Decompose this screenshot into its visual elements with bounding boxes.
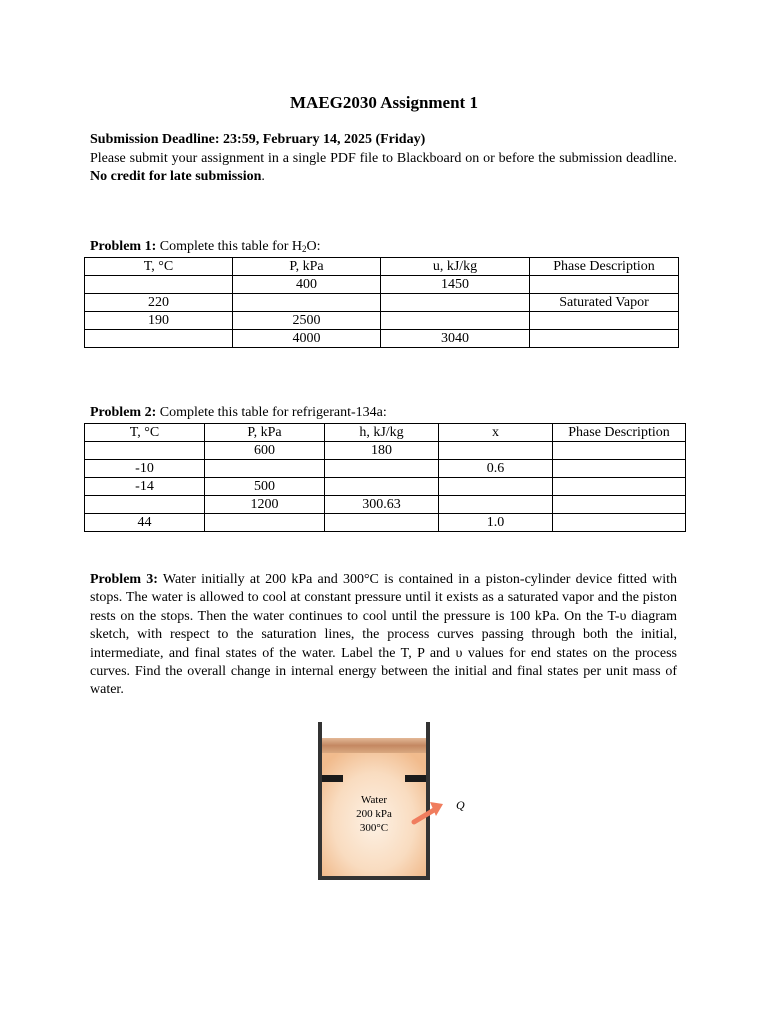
- pressure-label: 200 kPa: [356, 808, 392, 820]
- table-cell: 600: [205, 442, 325, 460]
- table-row: [85, 442, 686, 460]
- instructions-text: Please submit your assignment in a single PDF file to Blackboard on or before the submission deadline.: [90, 151, 677, 166]
- table-cell: [553, 460, 686, 478]
- instructions-period: .: [261, 169, 265, 184]
- header-cell: h, kJ/kg: [325, 424, 439, 442]
- table-cell: Saturated Vapor: [530, 294, 679, 312]
- table-cell: -10: [85, 460, 205, 478]
- header-cell: Phase Description: [553, 424, 686, 442]
- cylinder-right-wall: [426, 722, 430, 880]
- left-stop: [322, 775, 343, 782]
- cylinder-bottom: [318, 876, 430, 880]
- header-cell: P, kPa: [233, 258, 381, 276]
- problem-1-text-after: O:: [306, 239, 321, 254]
- table-cell: [381, 294, 530, 312]
- table-header-row: [85, 258, 679, 276]
- table-row: [85, 276, 679, 294]
- table-cell: [439, 478, 553, 496]
- table-cell: 4000: [233, 330, 381, 348]
- temperature-label: 300°C: [359, 822, 389, 834]
- submission-instructions: [90, 150, 677, 186]
- table-cell: 190: [85, 312, 233, 330]
- problem-2-text: Complete this table for refrigerant-134a:: [156, 405, 387, 420]
- table-row: [85, 460, 686, 478]
- table-cell: [530, 276, 679, 294]
- table-cell: [233, 294, 381, 312]
- table-cell: [85, 330, 233, 348]
- table-cell: 0.6: [439, 460, 553, 478]
- table-cell: 1450: [381, 276, 530, 294]
- table-row: [85, 496, 686, 514]
- table-cell: [439, 496, 553, 514]
- problem-3-statement: [90, 571, 677, 700]
- table-cell: 44: [85, 514, 205, 532]
- table-cell: [325, 514, 439, 532]
- table-cell: 300.63: [325, 496, 439, 514]
- heat-label: Q: [456, 798, 465, 812]
- table-cell: [325, 460, 439, 478]
- problem-3-label: Problem 3:: [90, 572, 158, 587]
- problem-1-subscript: 2: [302, 244, 307, 254]
- table-cell: 3040: [381, 330, 530, 348]
- header-cell: x: [439, 424, 553, 442]
- table-cell: [530, 330, 679, 348]
- piston-cylinder-figure: [310, 718, 485, 888]
- table-cell: [439, 442, 553, 460]
- problem-3-text: Water initially at 200 kPa and 300°C is contained in a piston-cylinder device fitted with stops. The water is allowed to cool at constant pressure until it exists as a saturated vapor and the piston rests on the stops. Then the water continues to cool until the pressure is 100 kPa. On the T-υ diagram sketch, with respect to the saturation lines, the process curves passing through both the initial, intermediate, and final states of the water. Label the T, P and υ values for end states on the process curves. Find the overall change in internal energy between the initial and final states per unit mass of water.: [90, 572, 677, 698]
- table-cell: [530, 312, 679, 330]
- table-cell: [553, 478, 686, 496]
- problem-1-table: [84, 257, 679, 348]
- late-policy: No credit for late submission: [90, 169, 262, 184]
- table-row: [85, 514, 686, 532]
- piston: [322, 738, 426, 753]
- table-cell: 220: [85, 294, 233, 312]
- table-row: [85, 330, 679, 348]
- table-header-row: [85, 424, 686, 442]
- problem-2-heading: [90, 405, 387, 421]
- table-cell: [553, 514, 686, 532]
- table-cell: [85, 496, 205, 514]
- table-cell: 180: [325, 442, 439, 460]
- table-cell: 2500: [233, 312, 381, 330]
- table-cell: [205, 460, 325, 478]
- header-cell: T, °C: [85, 424, 205, 442]
- table-cell: [205, 514, 325, 532]
- cylinder-left-wall: [318, 722, 322, 880]
- problem-2-table: [84, 423, 686, 532]
- table-cell: [553, 442, 686, 460]
- problem-1-heading: [90, 239, 321, 255]
- problem-2-label: Problem 2:: [90, 405, 157, 420]
- header-cell: Phase Description: [530, 258, 679, 276]
- right-stop: [405, 775, 426, 782]
- table-cell: 1.0: [439, 514, 553, 532]
- table-row: [85, 294, 679, 312]
- water-label: Water: [361, 794, 387, 806]
- problem-1-label: Problem 1:: [90, 239, 157, 254]
- header-cell: P, kPa: [205, 424, 325, 442]
- table-cell: 400: [233, 276, 381, 294]
- header-cell: T, °C: [85, 258, 233, 276]
- table-cell: 1200: [205, 496, 325, 514]
- table-cell: [553, 496, 686, 514]
- table-cell: 500: [205, 478, 325, 496]
- table-row: [85, 478, 686, 496]
- submission-deadline: Submission Deadline: 23:59, February 14, 2025 (Friday): [90, 132, 426, 147]
- header-cell: u, kJ/kg: [381, 258, 530, 276]
- table-cell: [85, 276, 233, 294]
- table-cell: [85, 442, 205, 460]
- table-cell: [325, 478, 439, 496]
- table-cell: -14: [85, 478, 205, 496]
- page-title: MAEG2030 Assignment 1: [290, 93, 478, 112]
- table-cell: [381, 312, 530, 330]
- table-row: [85, 312, 679, 330]
- piston-cylinder-diagram: [310, 718, 485, 888]
- problem-1-text: Complete this table for H: [156, 239, 303, 254]
